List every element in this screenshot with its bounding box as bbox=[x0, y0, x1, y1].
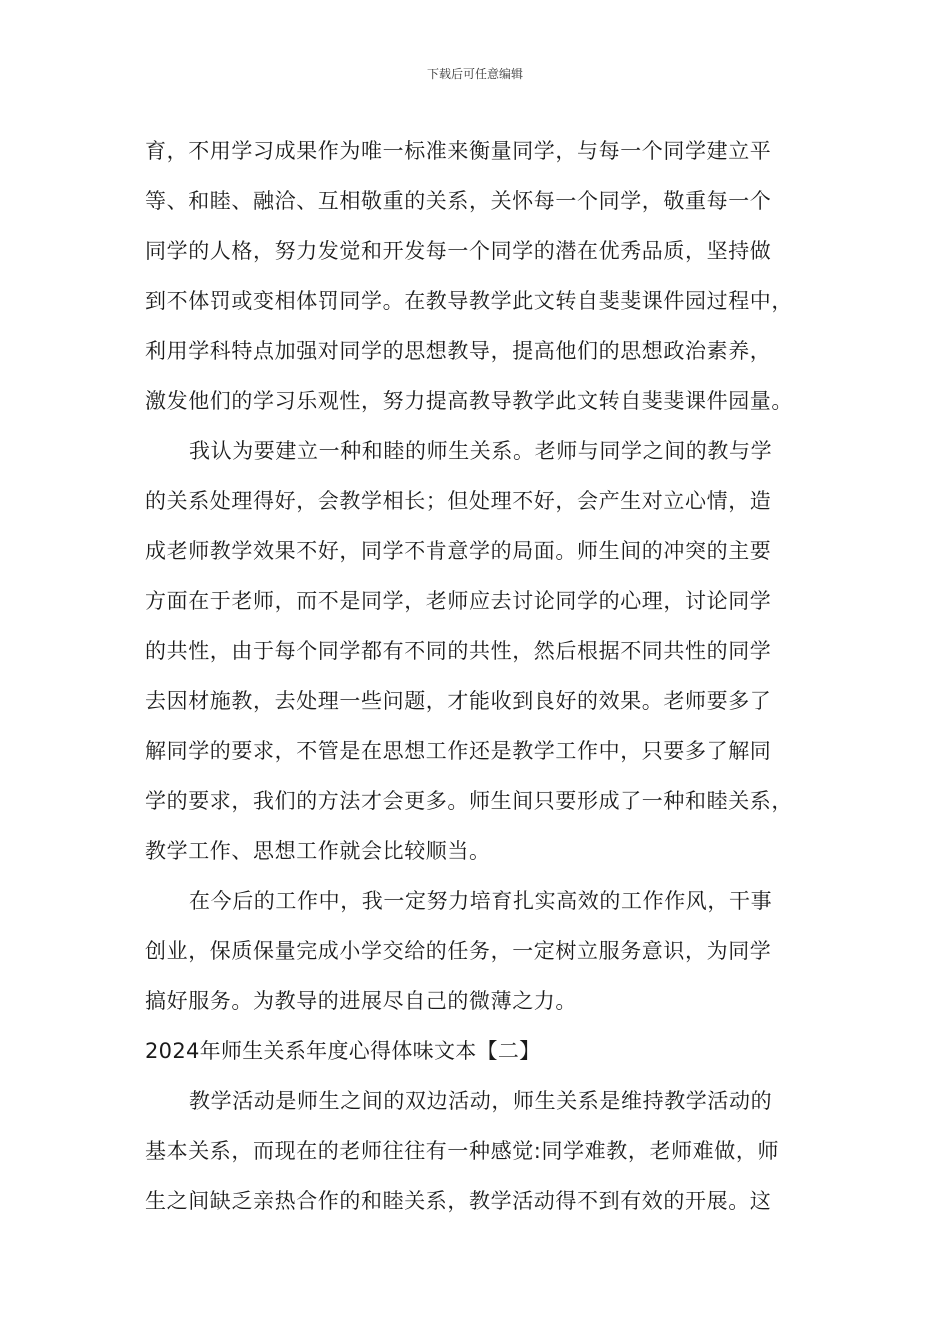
text-line: 到不体罚或变相体罚同学。在教导教学此文转自斐斐课件园过程中， bbox=[145, 289, 793, 313]
text-line: 在今后的工作中，我一定努力培育扎实高效的工作作风，干事 bbox=[189, 889, 773, 913]
text-line: 同学的人格，努力发觉和开发每一个同学的潜在优秀品质，坚持做 bbox=[145, 239, 772, 263]
text-line: 方面在于老师，而不是同学，老师应去讨论同学的心理，讨论同学 bbox=[145, 589, 772, 613]
paragraph bbox=[145, 126, 825, 426]
text-line: 激发他们的学习乐观性，努力提高教导教学此文转自斐斐课件园量。 bbox=[145, 389, 793, 413]
text-line: 我认为要建立一种和睦的师生关系。老师与同学之间的教与学 bbox=[189, 439, 773, 463]
text-line: 解同学的要求，不管是在思想工作还是教学工作中，只要多了解同 bbox=[145, 739, 772, 763]
text-line: 教学活动是师生之间的双边活动，师生关系是维持教学活动的 bbox=[189, 1089, 773, 1113]
text-line: 等、和睦、融洽、互相敬重的关系，关怀每一个同学，敬重每一个 bbox=[145, 189, 772, 213]
section-heading bbox=[145, 1026, 825, 1076]
page-header: 下载后可任意编辑 bbox=[426, 67, 523, 81]
text-line: 创业，保质保量完成小学交给的任务，一定树立服务意识，为同学 bbox=[145, 939, 772, 963]
paragraph bbox=[145, 1076, 825, 1226]
text-line: 的关系处理得好，会教学相长；但处理不好，会产生对立心情，造 bbox=[145, 489, 772, 513]
text-line: 去因材施教，去处理一些问题，才能收到良好的效果。老师要多了 bbox=[145, 689, 772, 713]
text-line: 利用学科特点加强对同学的思想教导，提高他们的思想政治素养， bbox=[145, 339, 772, 363]
text-line: 基本关系，而现在的老师往往有一种感觉:同学难教，老师难做，师 bbox=[145, 1139, 780, 1163]
paragraph bbox=[145, 426, 825, 876]
text-line: 搞好服务。为教导的进展尽自己的微薄之力。 bbox=[145, 989, 577, 1013]
text-line: 教学工作、思想工作就会比较顺当。 bbox=[145, 839, 491, 863]
section-heading-text: 2024年师生关系年度心得体味文本【二】 bbox=[145, 1039, 541, 1063]
text-line: 生之间缺乏亲热合作的和睦关系，教学活动得不到有效的开展。这 bbox=[145, 1189, 772, 1213]
text-line: 的共性，由于每个同学都有不同的共性，然后根据不同共性的同学 bbox=[145, 639, 772, 663]
paragraph bbox=[145, 876, 825, 1026]
document-body bbox=[145, 126, 825, 1226]
text-line: 成老师教学效果不好，同学不肯意学的局面。师生间的冲突的主要 bbox=[145, 539, 772, 563]
text-line: 育，不用学习成果作为唯一标准来衡量同学，与每一个同学建立平 bbox=[145, 139, 772, 163]
text-line: 学的要求，我们的方法才会更多。师生间只要形成了一种和睦关系， bbox=[145, 789, 793, 813]
